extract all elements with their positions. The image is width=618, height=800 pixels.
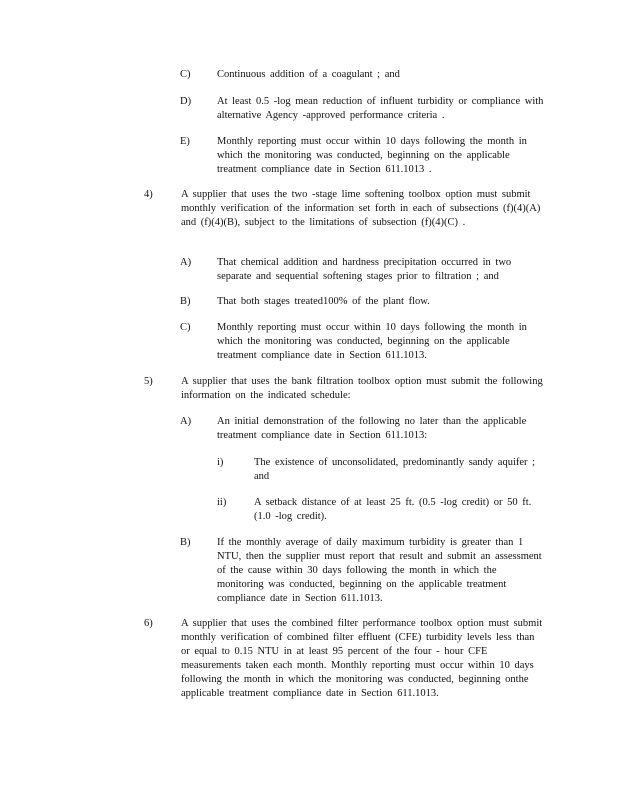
item-label: B) bbox=[180, 296, 191, 307]
item-label: A) bbox=[180, 416, 192, 427]
item-label: i) bbox=[217, 457, 224, 468]
item-label: C) bbox=[180, 322, 191, 333]
item-text: Continuous addition of a coagulant ; and bbox=[217, 69, 400, 80]
item-text: That chemical addition and hardness precipitation occurred in two separate and sequential softening stages prior to filtration ; and bbox=[217, 257, 512, 282]
item-text: A setback distance of at least 25 ft. (0.5 -log credit) or 50 ft. (1.0 -log credit). bbox=[254, 497, 532, 522]
item-label: B) bbox=[180, 537, 191, 548]
item-label: 5) bbox=[144, 376, 153, 387]
item-label: ii) bbox=[217, 497, 227, 508]
item-text: Monthly reporting must occur within 10 days following the month in which the monitoring was conducted, beginning on the applicable treatment compliance date in Section 611.1013 . bbox=[217, 136, 527, 175]
item-label: E) bbox=[180, 136, 190, 147]
item-label: A) bbox=[180, 257, 192, 268]
item-label: 6) bbox=[144, 618, 153, 629]
item-text: Monthly reporting must occur within 10 days following the month in which the monitoring was conducted, beginning on the applicable treatment compliance date in Section 611.1013. bbox=[217, 322, 527, 361]
item-text: A supplier that uses the combined filter performance toolbox option must submit monthly verification of combined filter effluent (CFE) turbidity levels less than or equal to 0.15 NTU in at least 95 percent of the four - hour CFE measurements taken each month. Monthly reporting must occur within 10 days following the month in which the monitoring was conducted, beginning onthe applicable treatment compliance date in Section 611.1013. bbox=[181, 618, 543, 699]
item-text: At least 0.5 -log mean reduction of influent turbidity or compliance with alternative Agency -approved performance criteria . bbox=[217, 96, 544, 121]
item-text: An initial demonstration of the following no later than the applicable treatment compliance date in Section 611.1013: bbox=[217, 416, 527, 441]
item-label: C) bbox=[180, 69, 191, 80]
item-text: A supplier that uses the bank filtration toolbox option must submit the following information on the indicated schedule: bbox=[181, 376, 543, 401]
item-label: D) bbox=[180, 96, 192, 107]
item-text: A supplier that uses the two -stage lime softening toolbox option must submit monthly verification of the information set forth in each of subsections (f)(4)(A) and (f)(4)(B), subject to the limitations of subsection (f)(4)(C) . bbox=[181, 189, 541, 228]
item-text: If the monthly average of daily maximum turbidity is greater than 1 NTU, then the supplier must report that result and submit an assessment of the cause within 30 days following the month in which the monitoring was conducted, beginning on the applicable treatment compliance date in Section 611.1013. bbox=[217, 537, 542, 604]
item-label: 4) bbox=[144, 189, 153, 200]
item-text: That both stages treated100% of the plant flow. bbox=[217, 296, 430, 307]
item-text: The existence of unconsolidated, predominantly sandy aquifer ; and bbox=[254, 457, 536, 482]
